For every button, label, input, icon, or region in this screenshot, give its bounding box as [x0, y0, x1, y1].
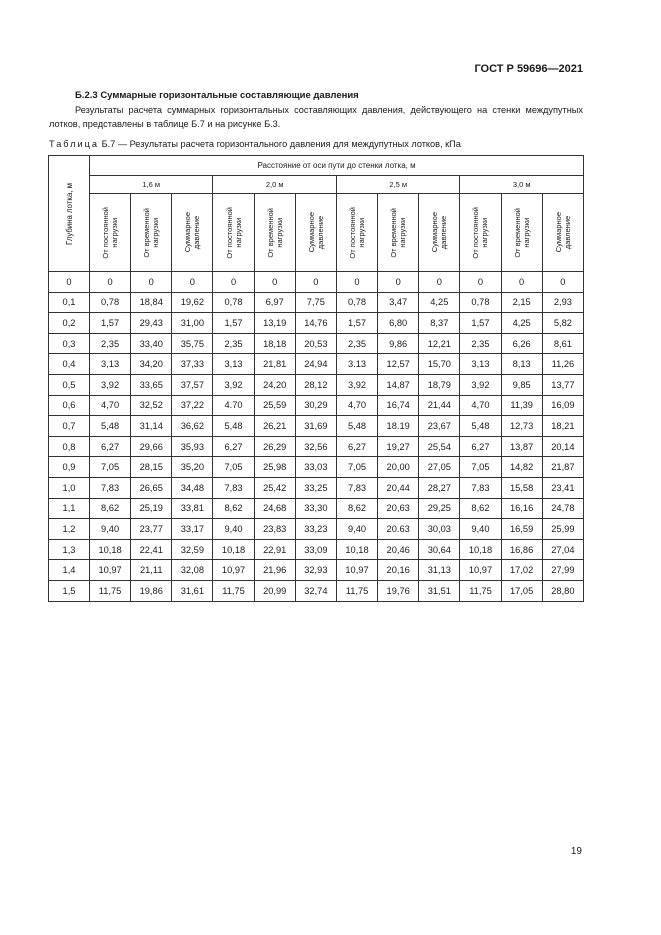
- value-cell: 21,96: [254, 560, 295, 581]
- load-type-label: От временной нагрузки: [142, 207, 161, 258]
- value-cell: 15,58: [501, 477, 542, 498]
- depth-cell: 0,4: [49, 354, 90, 375]
- depth-cell: 1,1: [49, 498, 90, 519]
- value-cell: 0,78: [336, 292, 377, 313]
- value-cell: 25,98: [254, 457, 295, 478]
- value-cell: 21,81: [254, 354, 295, 375]
- value-cell: 19,86: [131, 580, 172, 601]
- value-cell: 26,65: [131, 477, 172, 498]
- value-cell: 19,62: [172, 292, 213, 313]
- load-type-header: [378, 194, 419, 272]
- value-cell: 11,75: [213, 580, 254, 601]
- value-cell: 6,27: [460, 436, 501, 457]
- load-type-header: [460, 194, 501, 272]
- table-row: [49, 539, 584, 560]
- depth-cell: 0,5: [49, 374, 90, 395]
- value-cell: 32,93: [295, 560, 336, 581]
- value-cell: 10,97: [213, 560, 254, 581]
- value-cell: 10,18: [336, 539, 377, 560]
- value-cell: 10,97: [460, 560, 501, 581]
- value-cell: 7,05: [90, 457, 131, 478]
- value-cell: 28,27: [419, 477, 460, 498]
- value-cell: 23,83: [254, 519, 295, 540]
- value-cell: 22,41: [131, 539, 172, 560]
- value-cell: 2,15: [501, 292, 542, 313]
- value-cell: 2,35: [90, 333, 131, 354]
- value-cell: 29,25: [419, 498, 460, 519]
- value-cell: 24,94: [295, 354, 336, 375]
- value-cell: 24,78: [542, 498, 583, 519]
- load-type-header: [501, 194, 542, 272]
- value-cell: 17,05: [501, 580, 542, 601]
- value-cell: 2,93: [542, 292, 583, 313]
- value-cell: 7,05: [213, 457, 254, 478]
- value-cell: 0: [419, 272, 460, 293]
- value-cell: 6,27: [336, 436, 377, 457]
- value-cell: 36,62: [172, 416, 213, 437]
- value-cell: 20.63: [378, 519, 419, 540]
- value-cell: 28,80: [542, 580, 583, 601]
- value-cell: 16,86: [501, 539, 542, 560]
- value-cell: 8,62: [90, 498, 131, 519]
- value-cell: 0: [501, 272, 542, 293]
- load-type-label: От постоянной нагрузки: [348, 206, 367, 259]
- value-cell: 33,65: [131, 374, 172, 395]
- load-type-header: [254, 194, 295, 272]
- value-cell: 19,76: [378, 580, 419, 601]
- value-cell: 9,40: [213, 519, 254, 540]
- value-cell: 0: [295, 272, 336, 293]
- table-caption-label: Таблица: [49, 139, 100, 149]
- value-cell: 5,48: [336, 416, 377, 437]
- value-cell: 8,62: [460, 498, 501, 519]
- value-cell: 13,19: [254, 313, 295, 334]
- value-cell: 25,42: [254, 477, 295, 498]
- value-cell: 4,25: [419, 292, 460, 313]
- depth-cell: 1,2: [49, 519, 90, 540]
- value-cell: 31,00: [172, 313, 213, 334]
- section-heading: Б.2.3 Суммарные горизонтальные составляющие давления: [75, 90, 359, 101]
- depth-cell: 1,4: [49, 560, 90, 581]
- value-cell: 29,43: [131, 313, 172, 334]
- value-cell: 34,20: [131, 354, 172, 375]
- value-cell: 37,33: [172, 354, 213, 375]
- value-cell: 0: [254, 272, 295, 293]
- table-row: [49, 519, 584, 540]
- value-cell: 20,16: [378, 560, 419, 581]
- value-cell: 12,73: [501, 416, 542, 437]
- load-type-label: От временной нагрузки: [512, 207, 531, 258]
- value-cell: 33,30: [295, 498, 336, 519]
- table-row: [49, 292, 584, 313]
- value-cell: 0: [131, 272, 172, 293]
- depth-header: Глубина лотка, м: [64, 182, 74, 245]
- depth-cell: 0,9: [49, 457, 90, 478]
- value-cell: 14,87: [378, 374, 419, 395]
- value-cell: 18.19: [378, 416, 419, 437]
- distance-group-header: 3,0 м: [460, 176, 584, 194]
- value-cell: 0: [172, 272, 213, 293]
- value-cell: 6,80: [378, 313, 419, 334]
- load-type-label: От временной нагрузки: [389, 207, 408, 258]
- value-cell: 1,57: [90, 313, 131, 334]
- value-cell: 13,87: [501, 436, 542, 457]
- value-cell: 3,47: [378, 292, 419, 313]
- table-row: [49, 313, 584, 334]
- depth-cell: 0,2: [49, 313, 90, 334]
- value-cell: 32,52: [131, 395, 172, 416]
- value-cell: 19,27: [378, 436, 419, 457]
- value-cell: 24,20: [254, 374, 295, 395]
- value-cell: 8,62: [213, 498, 254, 519]
- value-cell: 8,62: [336, 498, 377, 519]
- value-cell: 3,92: [90, 374, 131, 395]
- value-cell: 5,48: [460, 416, 501, 437]
- value-cell: 3.13: [336, 354, 377, 375]
- value-cell: 35,20: [172, 457, 213, 478]
- value-cell: 0: [336, 272, 377, 293]
- value-cell: 27,99: [542, 560, 583, 581]
- value-cell: 7,05: [336, 457, 377, 478]
- value-cell: 20,53: [295, 333, 336, 354]
- value-cell: 20,44: [378, 477, 419, 498]
- value-cell: 7,83: [336, 477, 377, 498]
- value-cell: 11,39: [501, 395, 542, 416]
- value-cell: 30,29: [295, 395, 336, 416]
- value-cell: 6,26: [501, 333, 542, 354]
- load-type-label: Суммарное давление: [553, 212, 572, 253]
- value-cell: 32,74: [295, 580, 336, 601]
- value-cell: 6,27: [213, 436, 254, 457]
- value-cell: 11,75: [460, 580, 501, 601]
- value-cell: 23,67: [419, 416, 460, 437]
- value-cell: 8,37: [419, 313, 460, 334]
- load-type-label: Суммарное давление: [430, 212, 449, 253]
- section-paragraph: Результаты расчета суммарных горизонтальных составляющих давления, действующего на стенки междупутных лотков, представлены в таблице Б.7 и на рисунке Б.3.: [49, 105, 583, 129]
- load-type-header: [419, 194, 460, 272]
- value-cell: 21,44: [419, 395, 460, 416]
- value-cell: 9,85: [501, 374, 542, 395]
- value-cell: 12,57: [378, 354, 419, 375]
- value-cell: 3,13: [213, 354, 254, 375]
- value-cell: 9,86: [378, 333, 419, 354]
- table-row: [49, 354, 584, 375]
- value-cell: 11,26: [542, 354, 583, 375]
- depth-cell: 0,6: [49, 395, 90, 416]
- value-cell: 1,57: [460, 313, 501, 334]
- value-cell: 20,63: [378, 498, 419, 519]
- depth-header-cell: [49, 156, 90, 272]
- distance-group-header: 1,6 м: [90, 176, 213, 194]
- distance-header: Расстояние от оси пути до стенки лотка, м: [90, 156, 584, 176]
- value-cell: 24,68: [254, 498, 295, 519]
- value-cell: 4,25: [501, 313, 542, 334]
- value-cell: 0: [378, 272, 419, 293]
- value-cell: 0: [213, 272, 254, 293]
- table-row: [49, 374, 584, 395]
- value-cell: 5,82: [542, 313, 583, 334]
- value-cell: 10,97: [90, 560, 131, 581]
- value-cell: 33,40: [131, 333, 172, 354]
- depth-cell: 0: [49, 272, 90, 293]
- load-type-header: [213, 194, 254, 272]
- value-cell: 2,35: [213, 333, 254, 354]
- value-cell: 10,18: [90, 539, 131, 560]
- value-cell: 28,12: [295, 374, 336, 395]
- load-type-header: [131, 194, 172, 272]
- value-cell: 11,75: [336, 580, 377, 601]
- value-cell: 5,48: [213, 416, 254, 437]
- value-cell: 16,59: [501, 519, 542, 540]
- value-cell: 31,13: [419, 560, 460, 581]
- value-cell: 31,14: [131, 416, 172, 437]
- value-cell: 33,25: [295, 477, 336, 498]
- table-row: [49, 580, 584, 601]
- value-cell: 33,03: [295, 457, 336, 478]
- value-cell: 2,35: [336, 333, 377, 354]
- value-cell: 0: [90, 272, 131, 293]
- value-cell: 33,17: [172, 519, 213, 540]
- load-type-label: Суммарное давление: [183, 212, 202, 253]
- depth-cell: 0,3: [49, 333, 90, 354]
- results-table: [48, 155, 584, 602]
- value-cell: 27,04: [542, 539, 583, 560]
- load-type-header: [172, 194, 213, 272]
- load-type-label: От постоянной нагрузки: [471, 206, 490, 259]
- table-row: [49, 498, 584, 519]
- load-type-label: От постоянной нагрузки: [224, 206, 243, 259]
- value-cell: 1,57: [213, 313, 254, 334]
- value-cell: 3,13: [460, 354, 501, 375]
- value-cell: 26,29: [254, 436, 295, 457]
- value-cell: 28,15: [131, 457, 172, 478]
- value-cell: 14,76: [295, 313, 336, 334]
- value-cell: 32,56: [295, 436, 336, 457]
- value-cell: 5,48: [90, 416, 131, 437]
- load-type-label: От временной нагрузки: [265, 207, 284, 258]
- depth-cell: 1,0: [49, 477, 90, 498]
- load-type-header: [542, 194, 583, 272]
- value-cell: 0: [460, 272, 501, 293]
- value-cell: 30,03: [419, 519, 460, 540]
- depth-cell: 0,7: [49, 416, 90, 437]
- value-cell: 9,40: [90, 519, 131, 540]
- value-cell: 21,11: [131, 560, 172, 581]
- value-cell: 4,70: [460, 395, 501, 416]
- table-row: [49, 457, 584, 478]
- value-cell: 35,75: [172, 333, 213, 354]
- value-cell: 13,77: [542, 374, 583, 395]
- value-cell: 22,91: [254, 539, 295, 560]
- value-cell: 15,70: [419, 354, 460, 375]
- value-cell: 25,99: [542, 519, 583, 540]
- load-type-header: [90, 194, 131, 272]
- value-cell: 31,69: [295, 416, 336, 437]
- value-cell: 10,18: [213, 539, 254, 560]
- value-cell: 25,59: [254, 395, 295, 416]
- value-cell: 20,46: [378, 539, 419, 560]
- table-row: [49, 436, 584, 457]
- value-cell: 8,61: [542, 333, 583, 354]
- value-cell: 27,05: [419, 457, 460, 478]
- value-cell: 31,51: [419, 580, 460, 601]
- value-cell: 6,27: [90, 436, 131, 457]
- value-cell: 30,64: [419, 539, 460, 560]
- table-row: [49, 416, 584, 437]
- value-cell: 18,18: [254, 333, 295, 354]
- value-cell: 0,78: [213, 292, 254, 313]
- value-cell: 37,22: [172, 395, 213, 416]
- load-type-label: От постоянной нагрузки: [101, 206, 120, 259]
- load-type-label: Суммарное давление: [306, 212, 325, 253]
- table-caption-text: Б.7 — Результаты расчета горизонтального давления для междупутных лотков, кПа: [101, 139, 461, 149]
- value-cell: 7,83: [460, 477, 501, 498]
- table-row: [49, 477, 584, 498]
- value-cell: 26,21: [254, 416, 295, 437]
- value-cell: 3,13: [90, 354, 131, 375]
- distance-group-header: 2,5 м: [336, 176, 459, 194]
- value-cell: 31,61: [172, 580, 213, 601]
- value-cell: 17,02: [501, 560, 542, 581]
- value-cell: 7,83: [90, 477, 131, 498]
- value-cell: 8,13: [501, 354, 542, 375]
- table-row: [49, 395, 584, 416]
- value-cell: 11,75: [90, 580, 131, 601]
- value-cell: 20,99: [254, 580, 295, 601]
- value-cell: 20,14: [542, 436, 583, 457]
- value-cell: 29,66: [131, 436, 172, 457]
- value-cell: 0: [542, 272, 583, 293]
- value-cell: 16,09: [542, 395, 583, 416]
- value-cell: 33,23: [295, 519, 336, 540]
- value-cell: 16,74: [378, 395, 419, 416]
- value-cell: 0,78: [460, 292, 501, 313]
- value-cell: 25,19: [131, 498, 172, 519]
- value-cell: 6,97: [254, 292, 295, 313]
- value-cell: 4.70: [213, 395, 254, 416]
- value-cell: 0,78: [90, 292, 131, 313]
- value-cell: 32,59: [172, 539, 213, 560]
- standard-number: ГОСТ Р 59696—2021: [474, 63, 583, 75]
- table-row: [49, 333, 584, 354]
- value-cell: 12,21: [419, 333, 460, 354]
- value-cell: 33,09: [295, 539, 336, 560]
- page-number: 19: [570, 846, 582, 857]
- value-cell: 23,77: [131, 519, 172, 540]
- table-row: [49, 560, 584, 581]
- value-cell: 35,93: [172, 436, 213, 457]
- value-cell: 14,82: [501, 457, 542, 478]
- value-cell: 25,54: [419, 436, 460, 457]
- value-cell: 32,08: [172, 560, 213, 581]
- depth-cell: 0,1: [49, 292, 90, 313]
- value-cell: 9,40: [460, 519, 501, 540]
- value-cell: 3,92: [460, 374, 501, 395]
- value-cell: 10,18: [460, 539, 501, 560]
- value-cell: 23,41: [542, 477, 583, 498]
- value-cell: 18,79: [419, 374, 460, 395]
- value-cell: 18,84: [131, 292, 172, 313]
- table-caption: [49, 139, 461, 149]
- value-cell: 3,92: [213, 374, 254, 395]
- value-cell: 37,57: [172, 374, 213, 395]
- value-cell: 4,70: [336, 395, 377, 416]
- value-cell: 34,48: [172, 477, 213, 498]
- depth-cell: 0,8: [49, 436, 90, 457]
- value-cell: 3,92: [336, 374, 377, 395]
- value-cell: 16,16: [501, 498, 542, 519]
- value-cell: 7,05: [460, 457, 501, 478]
- value-cell: 10,97: [336, 560, 377, 581]
- value-cell: 21,87: [542, 457, 583, 478]
- value-cell: 9,40: [336, 519, 377, 540]
- value-cell: 2,35: [460, 333, 501, 354]
- value-cell: 18,21: [542, 416, 583, 437]
- distance-group-header: 2,0 м: [213, 176, 336, 194]
- value-cell: 4,70: [90, 395, 131, 416]
- value-cell: 7,83: [213, 477, 254, 498]
- load-type-header: [295, 194, 336, 272]
- depth-cell: 1,5: [49, 580, 90, 601]
- table-row: [49, 272, 584, 293]
- value-cell: 20,00: [378, 457, 419, 478]
- depth-cell: 1,3: [49, 539, 90, 560]
- value-cell: 33,81: [172, 498, 213, 519]
- value-cell: 7,75: [295, 292, 336, 313]
- value-cell: 1,57: [336, 313, 377, 334]
- load-type-header: [336, 194, 377, 272]
